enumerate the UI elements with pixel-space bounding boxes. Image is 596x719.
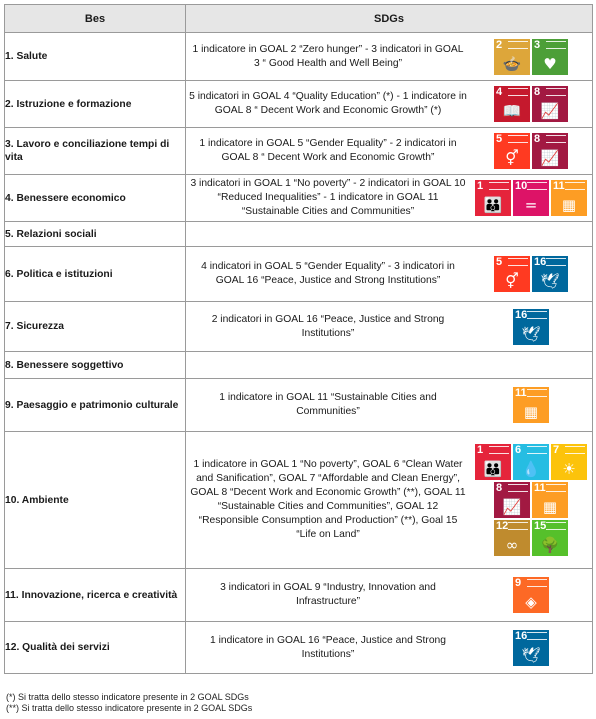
bes-domain-cell: 2. Istruzione e formazione — [5, 81, 186, 128]
sdg-cell — [186, 33, 593, 81]
sun-icon: ☀ — [562, 460, 576, 478]
sdg-icon-row — [494, 39, 568, 75]
sdg-goal-title-lines — [546, 484, 566, 492]
sdg-goal-title-lines — [527, 389, 547, 397]
bes-domain-cell: 9. Paesaggio e patrimonio culturale — [5, 379, 186, 432]
sdg-goal-16-dove-icon — [513, 309, 549, 345]
sdg-icons — [470, 630, 592, 666]
equal-icon: = — [524, 196, 538, 214]
growth-chart-icon: 📈 — [540, 149, 560, 167]
sdg-icons — [470, 86, 592, 122]
sdg-cell — [186, 222, 593, 247]
sdg-goal-number: 8 — [534, 133, 541, 145]
sdg-cell-content — [186, 387, 592, 423]
sdg-description: 5 indicatori in GOAL 4 “Quality Education” (*) - 1 indicatore in GOAL 8 “ Decent Work and Economic Growth” (*) — [189, 91, 467, 116]
bes-domain-cell: 5. Relazioni sociali — [5, 222, 186, 247]
sdg-goal-number: 16 — [515, 308, 528, 321]
table-row — [5, 81, 593, 128]
sdg-icon-row — [494, 256, 568, 292]
table-row — [5, 622, 593, 674]
sdg-cell — [186, 569, 593, 622]
sdg-goal-title-lines — [508, 88, 528, 96]
sdg-icon-row — [475, 444, 587, 480]
sdg-goal-6-water-drop-icon — [513, 444, 549, 480]
bes-domain-cell: 1. Salute — [5, 33, 186, 81]
sdg-cell — [186, 128, 593, 175]
sdg-goal-3-heartbeat-icon — [532, 39, 568, 75]
sdg-icon-row — [475, 180, 587, 216]
sdg-icons — [470, 133, 592, 169]
table-body — [5, 33, 593, 674]
sdg-icon-row — [513, 630, 549, 666]
sdg-goal-5-gender-icon — [494, 133, 530, 169]
sdg-goal-title-lines — [527, 446, 547, 454]
bes-domain-cell: 4. Benessere economico — [5, 175, 186, 222]
sdg-icons — [470, 444, 592, 556]
buildings-icon: ▦ — [561, 196, 577, 214]
infinity-icon: ∞ — [505, 536, 519, 554]
sdg-goal-title-lines — [546, 88, 566, 96]
sdg-goal-title-lines — [508, 41, 528, 49]
sdg-description: 3 indicatori in GOAL 9 “Industry, Innovation and Infrastructure” — [220, 582, 436, 607]
sdg-cell — [186, 379, 593, 432]
table-row — [5, 352, 593, 379]
sdg-cell — [186, 175, 593, 222]
bes-domain-cell: 8. Benessere soggettivo — [5, 352, 186, 379]
sdg-goal-15-tree-icon — [532, 520, 568, 556]
sdg-goal-number: 11 — [534, 482, 546, 494]
sdg-goal-number: 15 — [534, 520, 547, 532]
sdg-icon-row — [494, 520, 568, 556]
sdg-goal-9-cubes-icon — [513, 577, 549, 613]
header-bes: Bes — [5, 5, 186, 33]
growth-chart-icon: 📈 — [540, 102, 560, 120]
food-bowl-icon: 🍲 — [502, 54, 522, 73]
sdg-cell-content — [186, 256, 592, 292]
sdg-goal-number: 11 — [515, 387, 527, 399]
sdg-goal-number: 5 — [496, 133, 503, 145]
sdg-goal-number: 10 — [515, 180, 528, 192]
sdg-icon-row — [494, 133, 568, 169]
sdg-description: 2 indicatori in GOAL 16 “Peace, Justice and Strong Institutions” — [211, 313, 445, 339]
sdg-cell — [186, 432, 593, 569]
dove-icon: 🕊 — [521, 324, 541, 343]
sdg-cell-content — [186, 630, 592, 666]
sdg-goal-number: 5 — [496, 256, 503, 268]
bes-domain-cell: 12. Qualità dei servizi — [5, 622, 186, 674]
sdg-goal-number: 7 — [553, 444, 560, 456]
sdg-goal-title-lines — [546, 41, 566, 49]
footnote-single: (*) Si tratta dello stesso indicatore presente in 2 GOAL SDGs — [6, 692, 249, 702]
gender-icon: ⚥ — [505, 272, 519, 290]
sdg-goal-number: 12 — [496, 520, 509, 532]
sdg-goal-16-dove-icon — [532, 256, 568, 292]
cubes-icon: ◈ — [525, 593, 537, 611]
table-row — [5, 247, 593, 302]
table-row — [5, 222, 593, 247]
sdg-goal-number: 1 — [477, 444, 484, 456]
sdg-description: 1 indicatore in GOAL 5 “Gender Equality” - 2 indicatori in GOAL 8 “ Decent Work and Economic Growth” — [199, 138, 457, 163]
sdg-goal-number: 3 — [534, 38, 541, 51]
table-row — [5, 33, 593, 81]
sdg-goal-7-sun-icon — [551, 444, 587, 480]
sdg-description: 1 indicatore in GOAL 16 “Peace, Justice and Strong Institutions” — [209, 634, 446, 660]
sdg-goal-title-lines — [527, 311, 547, 319]
bes-sdgs-table — [4, 4, 593, 674]
sdg-goal-title-lines — [565, 182, 585, 190]
sdg-cell-content — [186, 577, 592, 613]
footnotes — [6, 692, 252, 714]
sdg-cell-content — [186, 309, 592, 345]
sdg-goal-12-infinity-icon — [494, 520, 530, 556]
heartbeat-icon: ♥ — [543, 54, 557, 73]
table-row — [5, 175, 593, 222]
buildings-icon: ▦ — [542, 498, 558, 516]
sdg-goal-8-growth-chart-icon — [532, 133, 568, 169]
sdg-goal-4-book-icon — [494, 86, 530, 122]
sdg-goal-10-equal-icon — [513, 180, 549, 216]
sdg-goal-11-buildings-icon — [551, 180, 587, 216]
sdg-goal-number: 16 — [515, 629, 528, 642]
sdg-description: 3 indicatori in GOAL 1 “No poverty” - 2 indicatori in GOAL 10 “Reduced Inequalities” - 1 indicatore in GOAL 11 “Sustainable Cities and Communities” — [190, 178, 466, 217]
sdg-cell-content — [186, 39, 592, 75]
growth-chart-icon: 📈 — [502, 498, 522, 516]
table-row — [5, 432, 593, 569]
sdg-goal-title-lines — [527, 632, 547, 640]
sdg-goal-number: 8 — [534, 86, 541, 98]
sdg-goal-title-lines — [546, 135, 566, 143]
sdg-goal-8-growth-chart-icon — [532, 86, 568, 122]
sdg-cell-content — [186, 86, 592, 122]
water-drop-icon: 💧 — [521, 460, 541, 478]
sdg-goal-1-family-icon — [475, 444, 511, 480]
sdg-goal-title-lines — [508, 258, 528, 266]
sdg-description: 1 indicatore in GOAL 11 “Sustainable Cities and Communities” — [219, 392, 437, 417]
dove-icon: 🕊 — [521, 645, 541, 664]
bes-domain-cell: 6. Politica e istituzioni — [5, 247, 186, 302]
sdg-icon-row — [513, 387, 549, 423]
sdg-icon-row — [494, 482, 568, 518]
sdg-goal-11-buildings-icon — [513, 387, 549, 423]
dove-icon: 🕊 — [540, 272, 560, 290]
table-header-row — [5, 5, 593, 33]
sdg-icons — [470, 39, 592, 75]
sdg-goal-title-lines — [489, 182, 509, 190]
sdg-goal-number: 2 — [496, 38, 503, 51]
sdg-goal-title-lines — [508, 522, 528, 530]
sdg-goal-number: 9 — [515, 577, 522, 589]
sdg-cell-content — [186, 133, 592, 169]
buildings-icon: ▦ — [523, 403, 539, 421]
sdg-goal-title-lines — [546, 522, 566, 530]
header-sdgs: SDGs — [186, 5, 593, 33]
sdg-cell — [186, 622, 593, 674]
table-row — [5, 128, 593, 175]
sdg-description: 4 indicatori in GOAL 5 “Gender Equality” - 3 indicatori in GOAL 16 “Peace, Justice and Strong Institutions” — [201, 261, 455, 286]
bes-domain-cell: 11. Innovazione, ricerca e creatività — [5, 569, 186, 622]
sdg-goal-title-lines — [508, 484, 528, 492]
sdg-cell-content — [186, 177, 592, 219]
sdg-icon-row — [513, 309, 549, 345]
footnote-double: (**) Si tratta dello stesso indicatore presente in 2 GOAL SDGs — [6, 703, 253, 713]
book-icon: 📖 — [502, 102, 522, 120]
sdg-goal-title-lines — [546, 258, 566, 266]
sdg-goal-title-lines — [508, 135, 528, 143]
sdg-goal-number: 6 — [515, 444, 522, 456]
sdg-icons — [470, 387, 592, 423]
table-row — [5, 302, 593, 352]
bes-domain-cell: 10. Ambiente — [5, 432, 186, 569]
sdg-goal-8-growth-chart-icon — [494, 482, 530, 518]
table-row — [5, 569, 593, 622]
gender-icon: ⚥ — [505, 149, 519, 167]
sdg-goal-5-gender-icon — [494, 256, 530, 292]
sdg-description: 1 indicatore in GOAL 1 “No poverty”, GOAL 6 “Clean Water and Sanification”, GOAL 7 “Affordable and Clean Energy”, GOAL 8 “Decent Work and Economic Growth” (**), GOAL 11 “Sustainable Cities and Communities”, GOAL 12 “Responsible Consumption and Production” (**), Goal 15 “Life on Land” — [190, 459, 466, 540]
sdg-goal-16-dove-icon — [513, 630, 549, 666]
sdg-icon-row — [494, 86, 568, 122]
sdg-cell — [186, 81, 593, 128]
sdg-goal-title-lines — [527, 182, 547, 190]
family-icon: 👪 — [483, 196, 503, 214]
sdg-goal-number: 16 — [534, 256, 547, 268]
sdg-icons — [470, 309, 592, 345]
table-row — [5, 379, 593, 432]
sdg-icons — [470, 577, 592, 613]
sdg-cell — [186, 302, 593, 352]
sdg-goal-number: 1 — [477, 180, 484, 192]
sdg-goal-1-family-icon — [475, 180, 511, 216]
sdg-goal-number: 11 — [553, 180, 565, 192]
sdg-goal-11-buildings-icon — [532, 482, 568, 518]
sdg-icons — [470, 180, 592, 216]
sdg-icons — [470, 256, 592, 292]
sdg-goal-2-food-bowl-icon — [494, 39, 530, 75]
sdg-goal-title-lines — [565, 446, 585, 454]
sdg-description: 1 indicatore in GOAL 2 “Zero hunger” - 3 indicatori in GOAL 3 “ Good Health and Well Being” — [192, 43, 464, 69]
sdg-cell-content — [186, 444, 592, 556]
sdg-cell — [186, 247, 593, 302]
sdg-goal-number: 8 — [496, 482, 503, 494]
sdg-icon-row — [513, 577, 549, 613]
sdg-goal-title-lines — [489, 446, 509, 454]
bes-domain-cell: 3. Lavoro e conciliazione tempi di vita — [5, 128, 186, 175]
family-icon: 👪 — [483, 460, 503, 478]
sdg-cell — [186, 352, 593, 379]
sdg-goal-title-lines — [527, 579, 547, 587]
tree-icon: 🌳 — [540, 536, 560, 554]
sdg-goal-number: 4 — [496, 86, 503, 98]
bes-domain-cell: 7. Sicurezza — [5, 302, 186, 352]
